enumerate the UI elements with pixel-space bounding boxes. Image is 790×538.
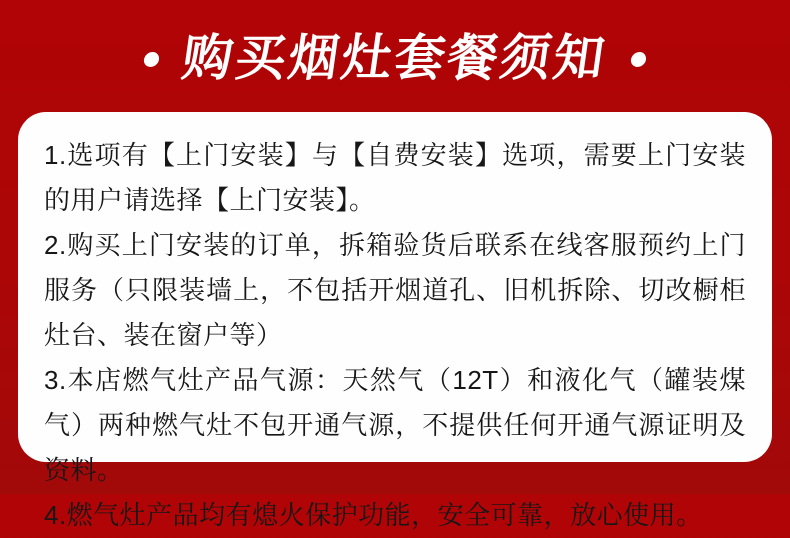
notice-item-4: 4.燃气灶产品均有熄火保护功能，安全可靠，放心使用。	[44, 500, 703, 530]
notice-item-3: 3.本店燃气灶产品气源：天然气（12T）和液化气（罐装煤气）两种燃气灶不包开通气源，不提供任何开通气源证明及资料。	[44, 365, 746, 485]
notice-card	[18, 112, 772, 530]
title-bullet-left-icon	[143, 52, 160, 67]
page-title: 购买烟灶套餐须知	[178, 30, 611, 86]
notice-item-1: 1.选项有【上门安装】与【自费安装】选项，需要上门安装的用户请选择【上门安装】。	[44, 140, 746, 215]
notice-item-2: 2.购买上门安装的订单，拆箱验货后联系在线客服预约上门服务（只限装墙上，不包括开烟道孔、旧机拆除、切改橱柜灶台、装在窗户等）	[44, 230, 746, 350]
title-bullet-right-icon	[630, 52, 647, 67]
notice-title-bar	[0, 0, 790, 112]
